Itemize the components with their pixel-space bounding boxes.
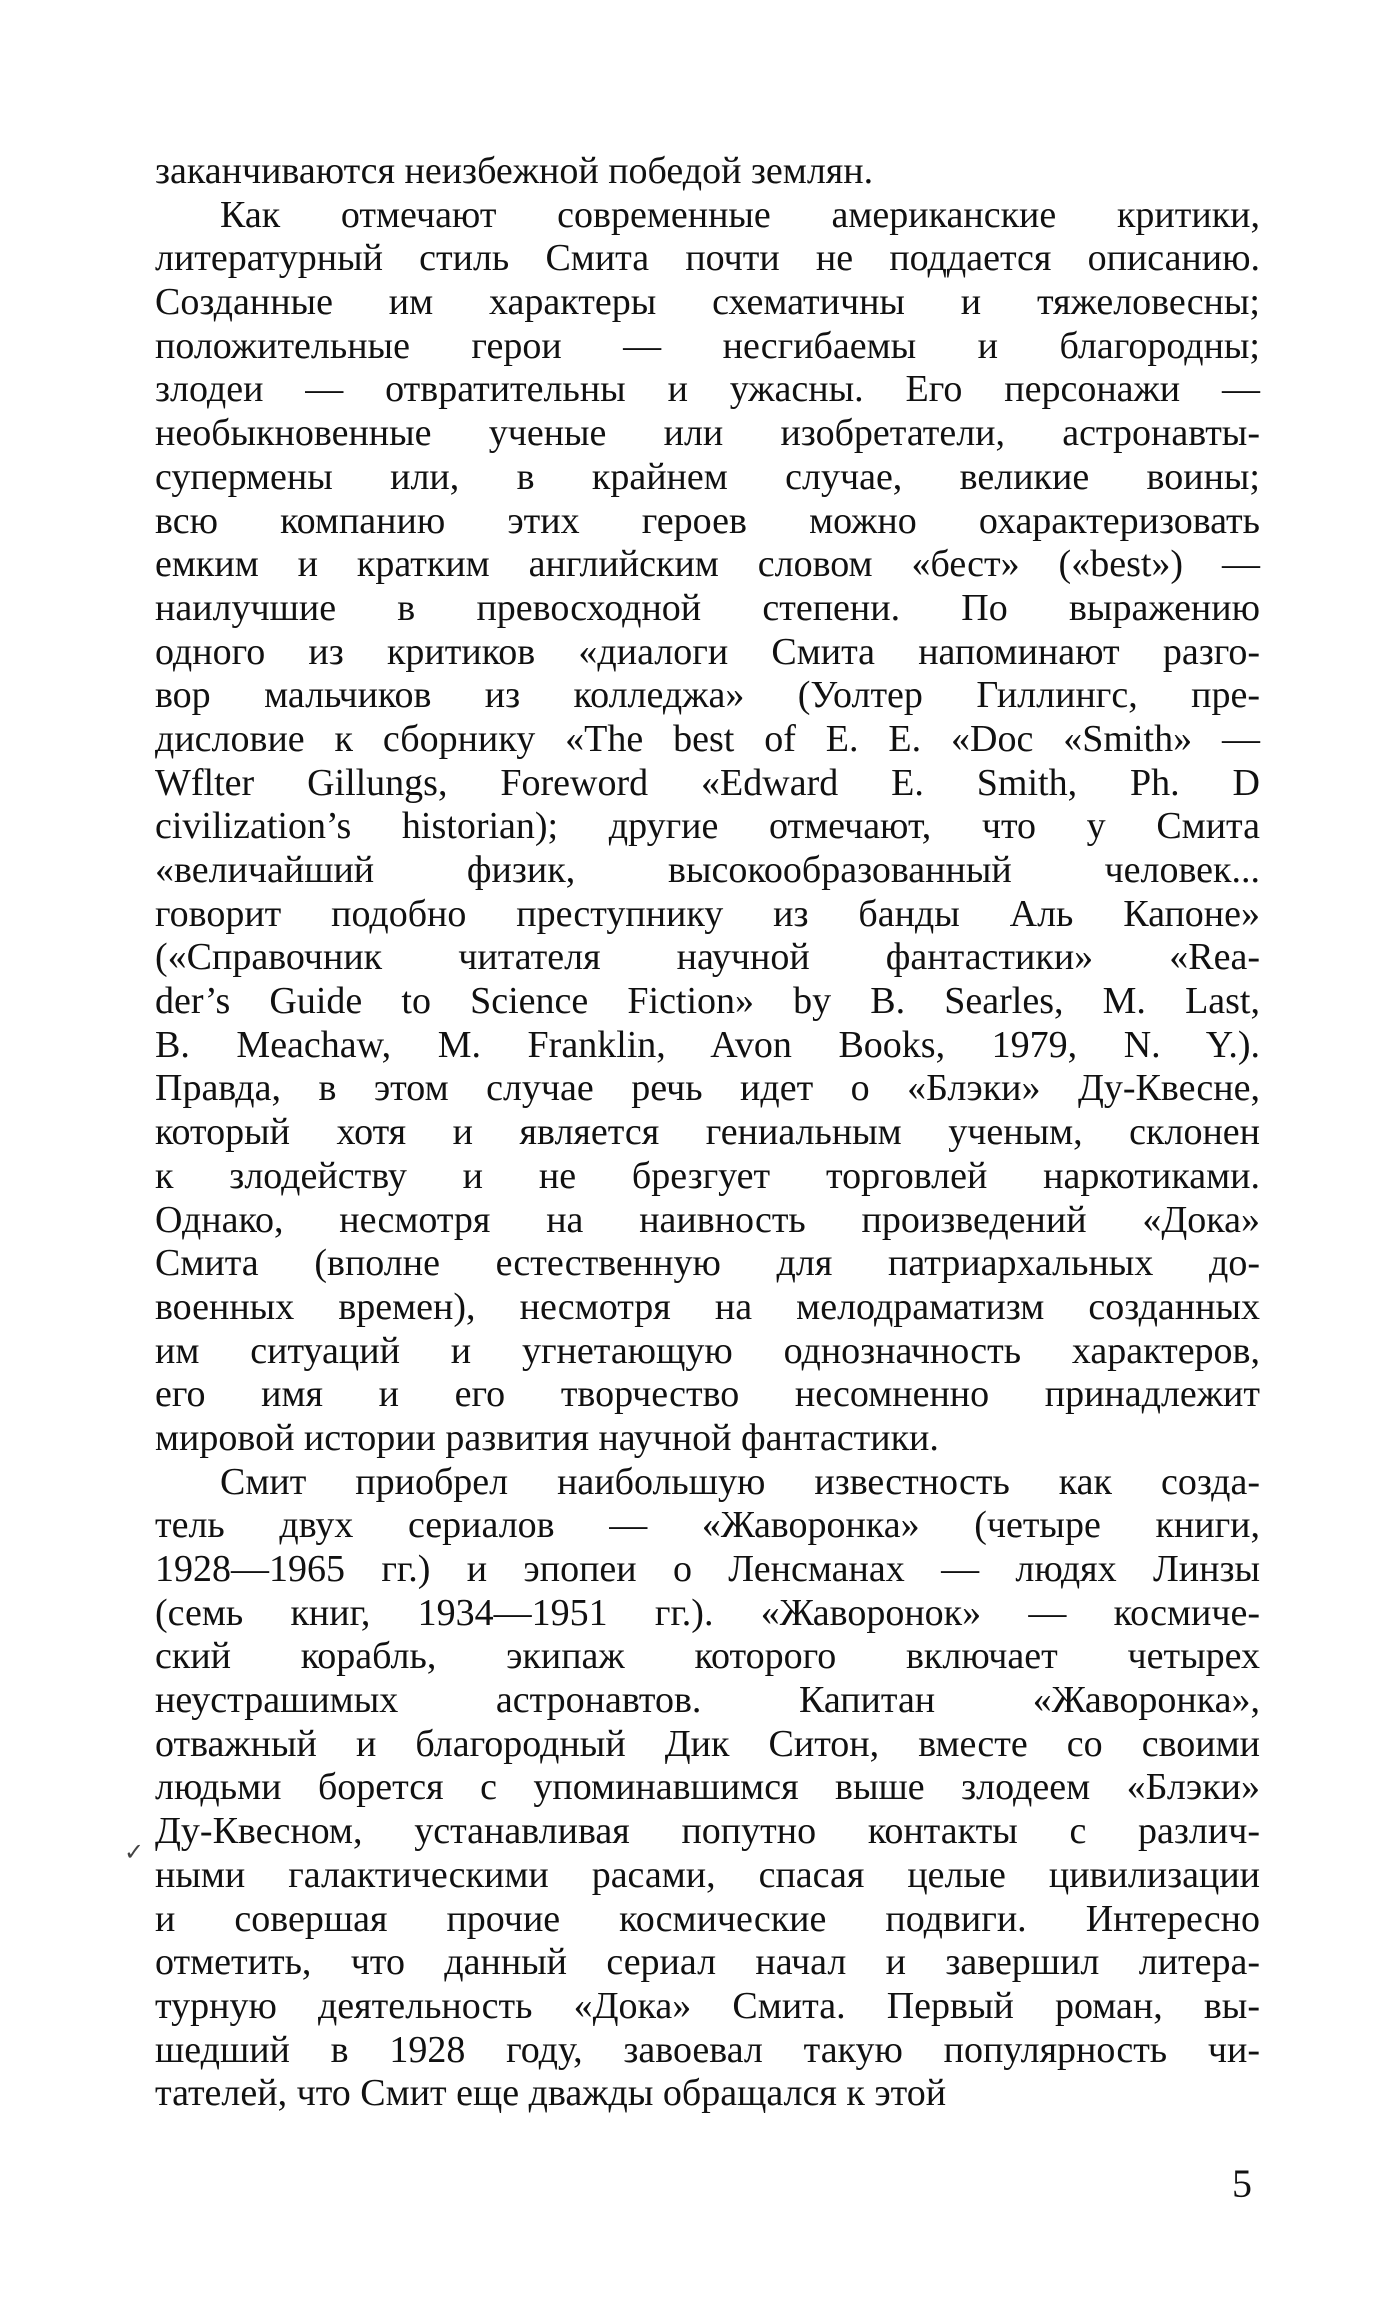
text-line: и совершая прочие космические подвиги. Интересно xyxy=(155,1897,1260,1940)
text-line: одного из критиков «диалоги Смита напоминают разго- xyxy=(155,630,1260,673)
text-line: 1928—1965 гг.) и эпопеи о Ленсманах — людях Линзы xyxy=(155,1548,1260,1590)
text-line: Ду-Квесном, устанавливая попутно контакты с различ- xyxy=(155,1810,1260,1853)
text-line: людьми борется с упоминавшимся выше злодеем «Блэки» xyxy=(155,1766,1260,1809)
text-line: Как отмечают современные американские критики, xyxy=(220,193,1260,236)
text-line: емким и кратким английским словом «бест» («best») — xyxy=(155,543,1260,586)
text-line: ский корабль, экипаж которого включает четырех xyxy=(155,1635,1260,1678)
text-line: B. Meachaw, M. Franklin, Avon Books, 1979, N. Y.). xyxy=(155,1023,1260,1066)
body-text xyxy=(155,150,1260,2116)
text-line: шедший в 1928 году, завоевал такую популярность чи- xyxy=(155,2028,1260,2071)
text-line: наилучшие в превосходной степени. По выражению xyxy=(155,586,1260,629)
text-line: (семь книг, 1934—1951 гг.). «Жаворонок» — космиче- xyxy=(155,1591,1260,1634)
text-line: им ситуаций и угнетающую однозначность характеров, xyxy=(155,1329,1260,1372)
text-line: злодеи — отвратительны и ужасны. Его персонажи — xyxy=(155,368,1260,411)
paragraph xyxy=(155,194,1260,1461)
text-line: отважный и благородный Дик Ситон, вместе со своими xyxy=(155,1722,1260,1765)
text-line: всю компанию этих героев можно охарактеризовать xyxy=(155,499,1260,542)
text-line: тателей, что Смит еще дважды обращался к этой xyxy=(155,2072,947,2115)
text-line: Смит приобрел наибольшую известность как созда- xyxy=(220,1460,1260,1503)
text-line: неустрашимых астронавтов. Капитан «Жаворонка», xyxy=(155,1679,1260,1722)
paragraph xyxy=(155,150,1260,194)
text-line: говорит подобно преступнику из банды Аль Капоне» xyxy=(155,892,1260,935)
text-line: Wflter Gillungs, Foreword «Edward E. Smith, Ph. D xyxy=(155,761,1260,804)
text-line: der’s Guide to Science Fiction» by B. Searles, M. Last, xyxy=(155,980,1260,1023)
text-line: ными галактическими расами, спасая целые цивилизации xyxy=(155,1853,1260,1896)
text-line: мировой истории развития научной фантастики. xyxy=(155,1416,939,1459)
text-line: военных времен), несмотря на мелодраматизм созданных xyxy=(155,1285,1260,1328)
text-line: положительные герои — несгибаемы и благородны; xyxy=(155,324,1260,367)
text-line: супермены или, в крайнем случае, великие воины; xyxy=(155,455,1260,498)
margin-pencil-mark: ✓ xyxy=(124,1840,145,1866)
text-line: заканчиваются неизбежной победой землян. xyxy=(155,150,874,192)
text-line: Смита (вполне естественную для патриархальных до- xyxy=(155,1242,1260,1285)
text-line: civilization’s historian); другие отмечают, что у Смита xyxy=(155,805,1260,848)
text-line: необыкновенные ученые или изобретатели, астронавты- xyxy=(155,412,1260,455)
paragraph xyxy=(155,1461,1260,2116)
text-line: Созданные им характеры схематичны и тяжеловесны; xyxy=(155,281,1260,324)
text-line: отметить, что данный сериал начал и завершил литера- xyxy=(155,1941,1260,1984)
text-line: литературный стиль Смита почти не поддается описанию. xyxy=(155,237,1260,280)
text-line: вор мальчиков из колледжа» (Уолтер Гиллингс, пре- xyxy=(155,674,1260,717)
text-line: турную деятельность «Дока» Смита. Первый роман, вы- xyxy=(155,1984,1260,2027)
text-line: который хотя и является гениальным ученым, склонен xyxy=(155,1111,1260,1154)
text-line: дисловие к сборнику «The best of E. E. «Doc «Smith» — xyxy=(155,717,1260,760)
text-line: к злодейству и не брезгует торговлей наркотиками. xyxy=(155,1154,1260,1197)
text-line: «величайший физик, высокообразованный человек... xyxy=(155,849,1260,891)
text-line: его имя и его творчество несомненно принадлежит xyxy=(155,1373,1260,1416)
text-line: («Справочник читателя научной фантастики» «Rea- xyxy=(155,936,1260,979)
page-number: 5 xyxy=(1232,2161,1252,2206)
text-line: Однако, несмотря на наивность произведений «Дока» xyxy=(155,1198,1260,1241)
text-line: Правда, в этом случае речь идет о «Блэки» Ду-Квесне, xyxy=(155,1067,1260,1110)
text-line: тель двух сериалов — «Жаворонка» (четыре книги, xyxy=(155,1504,1260,1547)
